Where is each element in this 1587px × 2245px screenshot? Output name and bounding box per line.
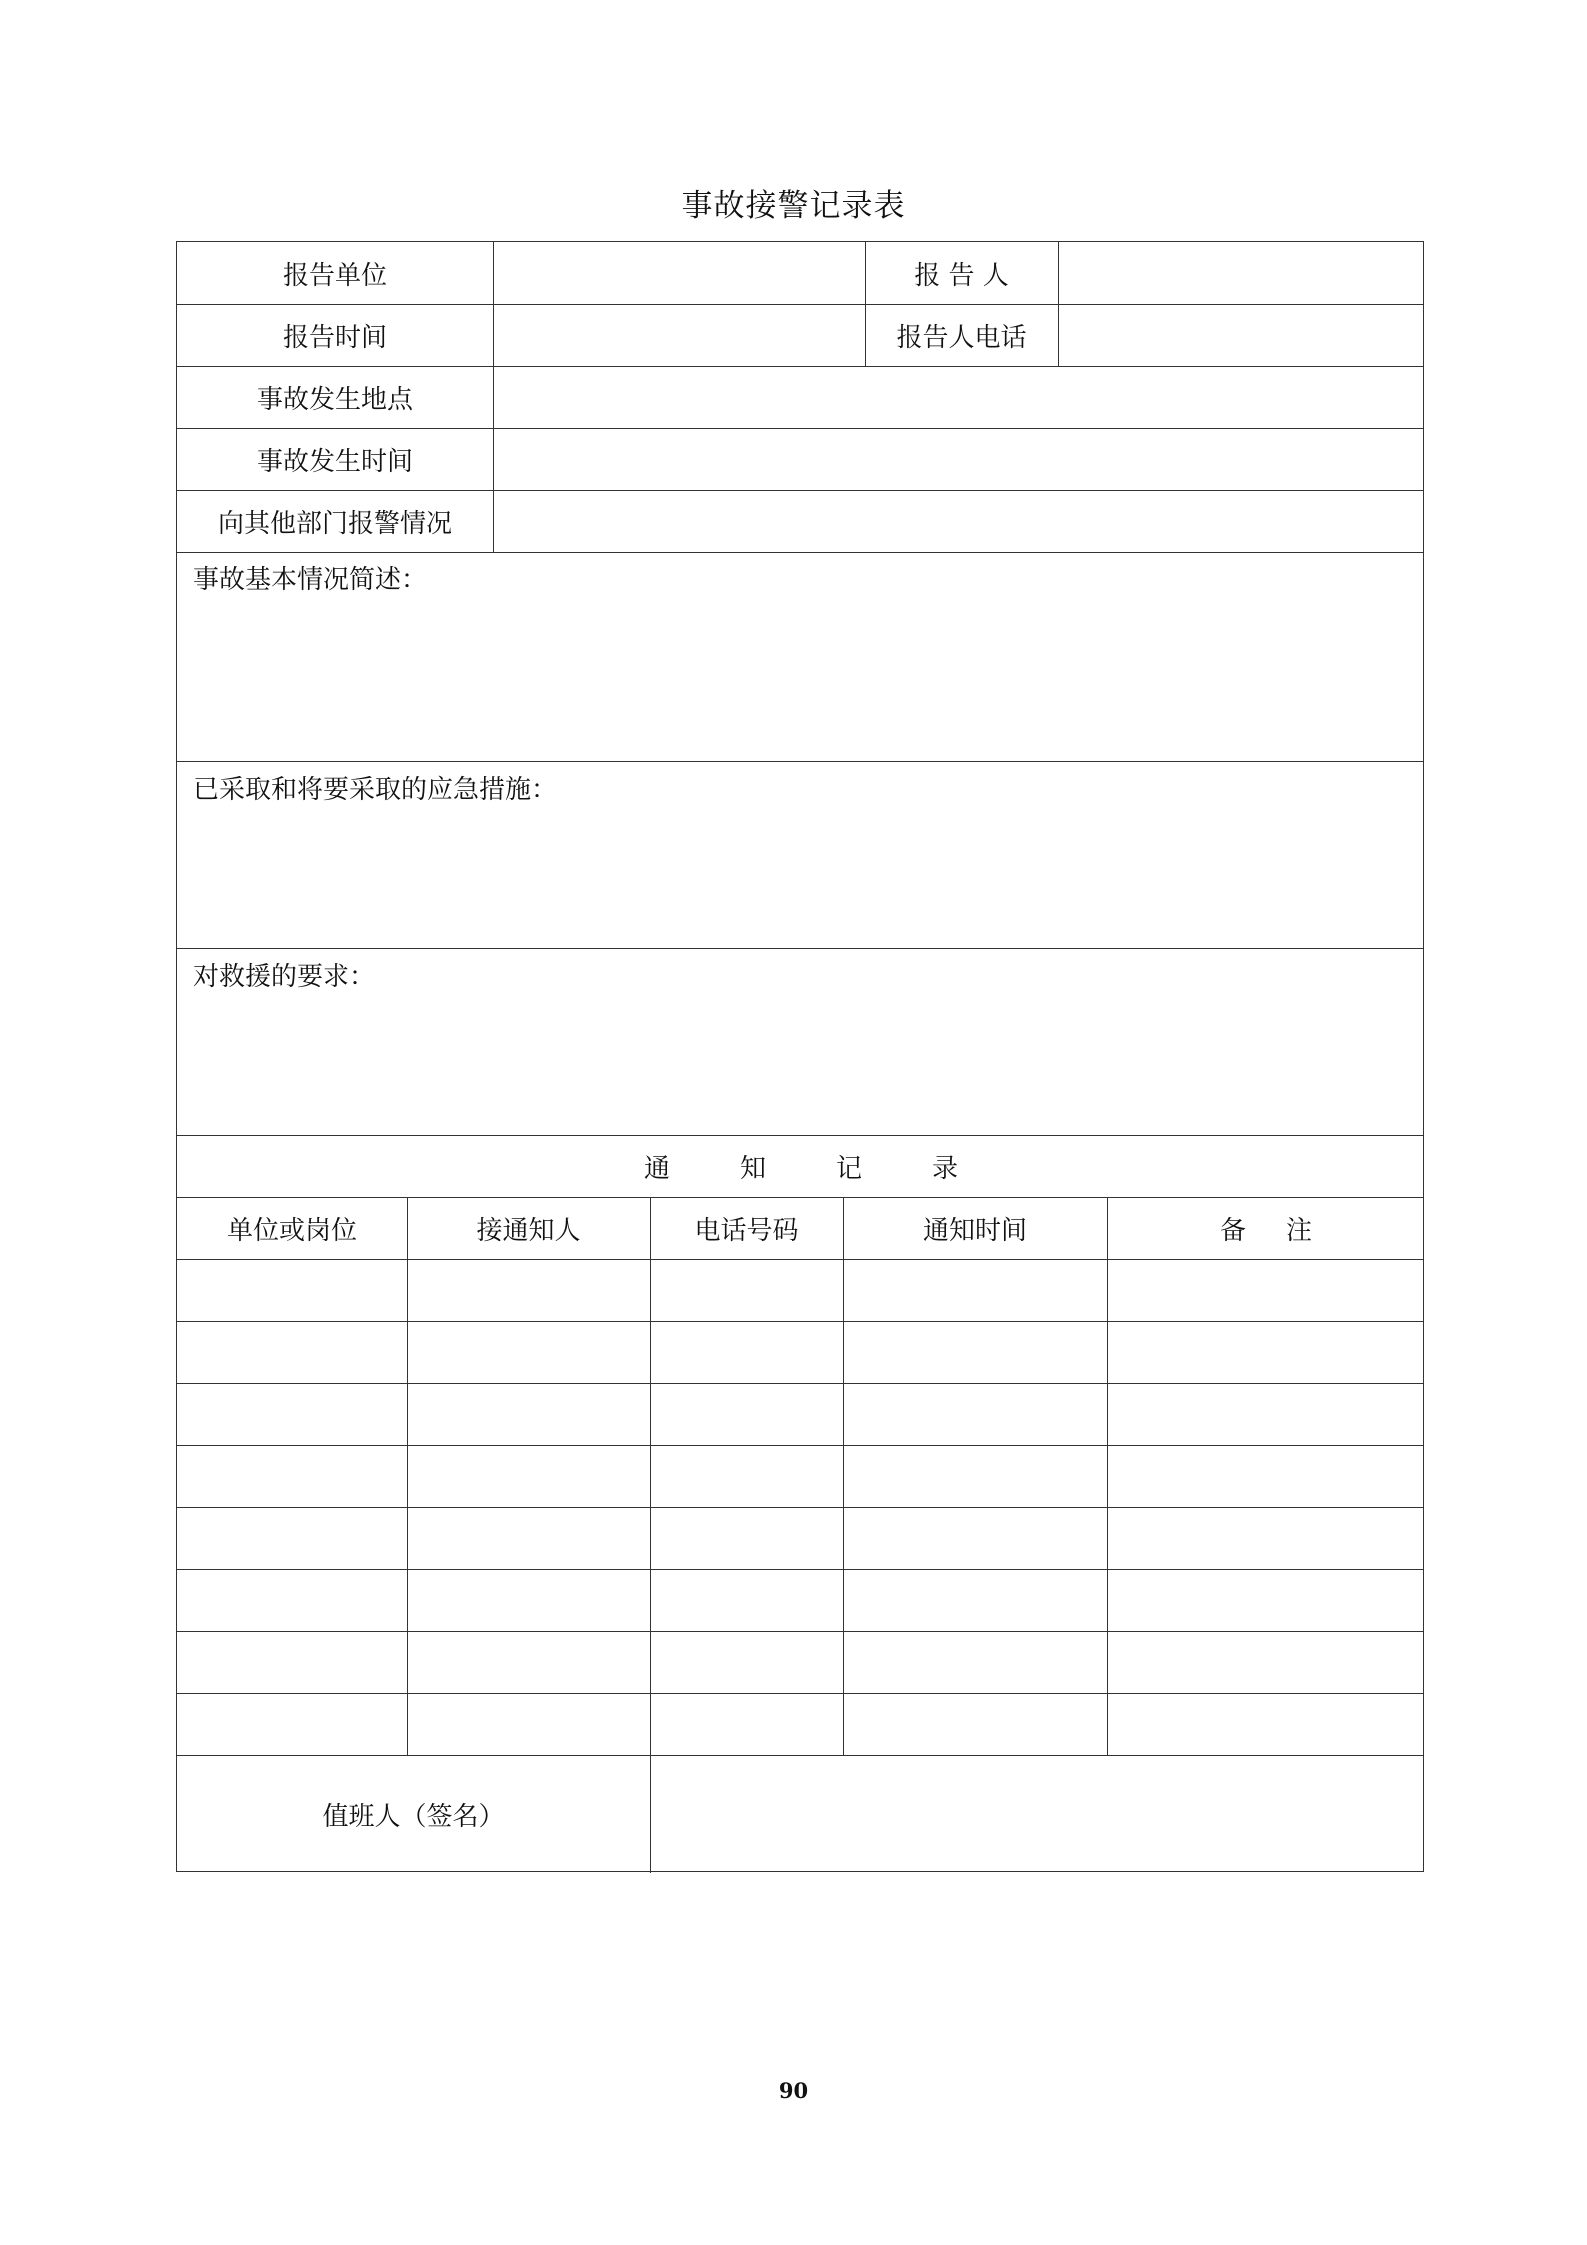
col-unit-or-post: 单位或岗位 xyxy=(226,1215,357,1246)
reporter-phone-label: 报告人电话 xyxy=(896,322,1027,353)
reporter-field[interactable] xyxy=(1058,242,1425,304)
basic-description-label: 事故基本情况简述： xyxy=(193,565,428,595)
accident-location-field[interactable] xyxy=(493,366,1425,428)
notice-record-heading: 通知记录 xyxy=(643,1153,1028,1184)
report-unit-field[interactable] xyxy=(493,242,865,304)
other-dept-alarm-label: 向其他部门报警情况 xyxy=(217,508,452,539)
accident-time-label: 事故发生时间 xyxy=(256,446,413,477)
duty-signature-label: 值班人（签名） xyxy=(322,1801,505,1832)
accident-time-field[interactable] xyxy=(493,428,1425,490)
basic-description-field[interactable] xyxy=(177,587,1425,761)
accident-location-label: 事故发生地点 xyxy=(256,384,413,415)
other-dept-alarm-field[interactable] xyxy=(493,490,1425,552)
duty-signature-field[interactable] xyxy=(650,1755,1425,1873)
form-title: 事故接警记录表 xyxy=(681,188,906,224)
measures-label: 已采取和将要采取的应急措施： xyxy=(193,775,558,805)
col-notice-time: 通知时间 xyxy=(922,1215,1027,1246)
measures-field[interactable] xyxy=(177,797,1425,948)
rescue-requirements-field[interactable] xyxy=(177,984,1425,1135)
report-time-field[interactable] xyxy=(493,304,865,366)
rescue-requirements-label: 对救援的要求： xyxy=(193,962,376,992)
page-number: 90 xyxy=(778,2078,809,2103)
report-time-label: 报告时间 xyxy=(282,322,387,353)
col-remarks: 备注 xyxy=(1219,1215,1352,1246)
col-phone: 电话号码 xyxy=(694,1215,799,1246)
accident-report-form xyxy=(176,241,1424,1872)
reporter-phone-field[interactable] xyxy=(1058,304,1425,366)
col-recipient: 接通知人 xyxy=(476,1215,581,1246)
reporter-label: 报 告 人 xyxy=(914,260,1009,291)
report-unit-label: 报告单位 xyxy=(282,260,387,291)
